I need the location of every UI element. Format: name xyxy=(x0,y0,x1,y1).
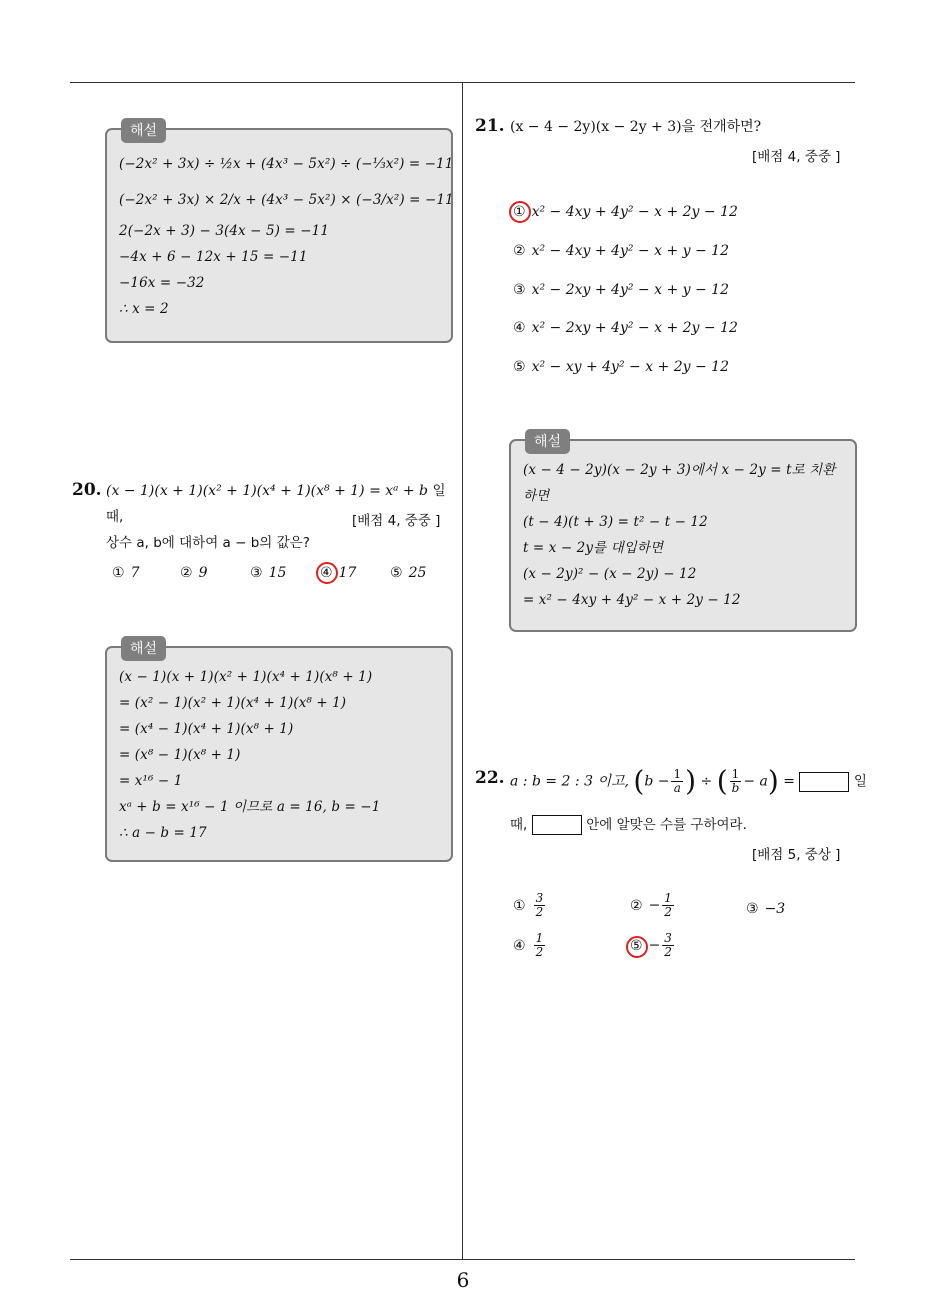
solution-line: xᵃ + b = x¹⁶ − 1 이므로 a = 16, b = −1 xyxy=(119,799,381,815)
fraction-denominator: 2 xyxy=(535,945,544,959)
column-divider xyxy=(462,82,463,1259)
question-22-line2-head: 때, xyxy=(510,817,528,833)
solution-line: = (x⁴ − 1)(x⁴ + 1)(x⁸ + 1) xyxy=(119,721,294,737)
solution-line: (−2x² + 3x) ÷ ½x + (4x³ − 5x²) ÷ (−⅓x²) = −11 xyxy=(119,156,454,172)
choice-value: −3 xyxy=(764,901,786,917)
solution-line: t = x − 2y를 대입하면 xyxy=(523,540,664,556)
solution-box-21 xyxy=(509,434,857,632)
choice-value: 15 xyxy=(268,565,287,581)
choice-20-2[interactable] xyxy=(180,565,207,581)
solution-line: ∴ a − b = 17 xyxy=(119,825,207,841)
fraction-denominator: b xyxy=(731,781,740,795)
choice-21-4[interactable] xyxy=(513,320,738,336)
question-20-prompt: 상수 a, b에 대하여 a − b의 값은? xyxy=(106,535,310,551)
choice-21-3[interactable] xyxy=(513,282,729,298)
fraction-denominator: 2 xyxy=(664,905,672,919)
answer-blank xyxy=(532,815,582,835)
question-22-line1 xyxy=(510,764,867,798)
choice-mark: ④ xyxy=(320,565,333,581)
choice-mark: ③ xyxy=(250,565,263,581)
fraction-denominator: 2 xyxy=(535,905,544,919)
fraction-numerator: 1 xyxy=(664,891,672,905)
choice-fraction xyxy=(534,892,546,919)
question-21-text: (x − 4 − 2y)(x − 2y + 3)을 전개하면? xyxy=(510,119,762,135)
choice-21-1[interactable] xyxy=(513,204,738,220)
solution-line: = x¹⁶ − 1 xyxy=(119,773,183,789)
solution-line: (−2x² + 3x) × 2/x + (4x³ − 5x²) × (−3/x²) = −11 xyxy=(119,192,454,208)
fraction-numerator: 1 xyxy=(535,931,544,945)
choice-value: x² − 2xy + 4y² − x + 2y − 12 xyxy=(531,320,738,336)
choice-value: x² − 4xy + 4y² − x + y − 12 xyxy=(531,243,729,259)
question-number-21: 21. xyxy=(475,116,505,136)
fraction-denominator: 2 xyxy=(664,945,672,959)
divide-sign: ÷ xyxy=(700,773,713,790)
choice-20-1[interactable] xyxy=(112,565,139,581)
choice-mark: ① xyxy=(112,565,125,581)
solution-label: 해설 xyxy=(525,429,570,454)
question-20-score: [배점 4, 중중 ] xyxy=(352,513,441,529)
answer-circle-20 xyxy=(316,562,338,584)
solution-line: = (x⁸ − 1)(x⁸ + 1) xyxy=(119,747,241,763)
solution-line: (x − 1)(x + 1)(x² + 1)(x⁴ + 1)(x⁸ + 1) xyxy=(119,669,373,685)
solution-line: 하면 xyxy=(523,488,550,504)
choice-value: x² − 2xy + 4y² − x + y − 12 xyxy=(531,282,729,298)
choice-value: 7 xyxy=(130,565,140,581)
solution-line: −4x + 6 − 12x + 15 = −11 xyxy=(119,249,308,265)
choice-value: 9 xyxy=(198,565,208,581)
choice-fraction xyxy=(534,932,546,959)
choice-20-3[interactable] xyxy=(250,565,286,581)
question-20-text-tail: 일 때, xyxy=(106,483,446,525)
question-number-20: 20. xyxy=(72,480,102,500)
bottom-rule xyxy=(70,1259,855,1260)
choice-mark: ② xyxy=(630,897,643,914)
choice-mark: ② xyxy=(513,243,526,259)
answer-circle-21 xyxy=(509,201,531,223)
choice-value: x² − xy + 4y² − x + 2y − 12 xyxy=(531,359,729,375)
choice-value: 17 xyxy=(338,565,357,581)
solution-line: ∴ x = 2 xyxy=(119,301,169,317)
choice-22-4[interactable] xyxy=(513,932,547,959)
solution-box-20 xyxy=(105,641,453,862)
choice-mark: ① xyxy=(513,897,526,914)
solution-box-19 xyxy=(105,123,454,343)
choice-fraction xyxy=(662,892,674,919)
choice-mark: ④ xyxy=(513,320,526,336)
choice-20-5[interactable] xyxy=(390,565,426,581)
fraction-1-over-a xyxy=(671,768,683,795)
fraction-1-over-b xyxy=(730,768,742,795)
choice-sign: − xyxy=(648,897,661,914)
fraction-numerator: 3 xyxy=(664,931,672,945)
fraction-denominator: a xyxy=(673,781,681,795)
question-22-ratio: a : b = 2 : 3 이고, xyxy=(510,773,629,790)
answer-circle-22 xyxy=(626,936,648,958)
choice-21-5[interactable] xyxy=(513,359,729,375)
page-number: 6 xyxy=(456,1268,470,1292)
solution-line: = x² − 4xy + 4y² − x + 2y − 12 xyxy=(523,592,741,608)
question-22-term-a: − a xyxy=(743,773,768,790)
choice-fraction xyxy=(662,932,674,959)
question-22-score: [배점 5, 중상 ] xyxy=(752,847,841,863)
equals-sign: = xyxy=(783,773,795,790)
choice-value: 25 xyxy=(408,565,427,581)
choice-22-1[interactable] xyxy=(513,892,547,919)
choice-value: x² − 4xy + 4y² − x + 2y − 12 xyxy=(531,204,738,220)
solution-line: (x − 2y)² − (x − 2y) − 12 xyxy=(523,566,697,582)
choice-21-2[interactable] xyxy=(513,243,729,259)
choice-sign: − xyxy=(648,937,661,954)
choice-22-3[interactable] xyxy=(746,901,785,917)
choice-mark: ② xyxy=(180,565,193,581)
choice-22-2[interactable] xyxy=(630,892,676,919)
solution-line: −16x = −32 xyxy=(119,275,205,291)
choice-mark: ④ xyxy=(513,937,526,954)
left-paren: ( xyxy=(716,764,728,798)
question-21-score: [배점 4, 중중 ] xyxy=(752,149,841,165)
solution-line: (t − 4)(t + 3) = t² − t − 12 xyxy=(523,514,708,530)
choice-mark: ⑤ xyxy=(513,359,526,375)
choice-mark: ③ xyxy=(746,901,759,917)
fraction-numerator: 1 xyxy=(730,768,742,782)
fraction-numerator: 1 xyxy=(673,767,682,781)
left-paren: ( xyxy=(633,764,645,798)
right-paren: ) xyxy=(767,764,779,798)
choice-mark: ③ xyxy=(513,282,526,298)
question-22-line2-tail: 안에 알맞은 수를 구하여라. xyxy=(586,817,747,833)
choice-mark: ① xyxy=(513,204,526,220)
solution-line: (x − 4 − 2y)(x − 2y + 3)에서 x − 2y = t로 치환 xyxy=(523,462,836,478)
solution-line: 2(−2x + 3) − 3(4x − 5) = −11 xyxy=(119,223,330,239)
question-number-22: 22. xyxy=(475,768,505,788)
question-22-line2 xyxy=(510,812,747,838)
answer-blank xyxy=(799,772,849,792)
right-paren: ) xyxy=(685,764,697,798)
question-22-line1-tail: 일 xyxy=(853,773,867,790)
choice-mark: ⑤ xyxy=(390,565,403,581)
solution-line: = (x² − 1)(x² + 1)(x⁴ + 1)(x⁸ + 1) xyxy=(119,695,347,711)
choice-mark: ⑤ xyxy=(630,937,643,954)
question-20-equation: (x − 1)(x + 1)(x² + 1)(x⁴ + 1)(x⁸ + 1) = xᵃ + b xyxy=(106,483,428,499)
solution-label: 해설 xyxy=(121,636,166,661)
solution-label: 해설 xyxy=(121,118,166,143)
fraction-numerator: 3 xyxy=(535,891,544,905)
question-22-term-b: b − xyxy=(644,773,670,790)
